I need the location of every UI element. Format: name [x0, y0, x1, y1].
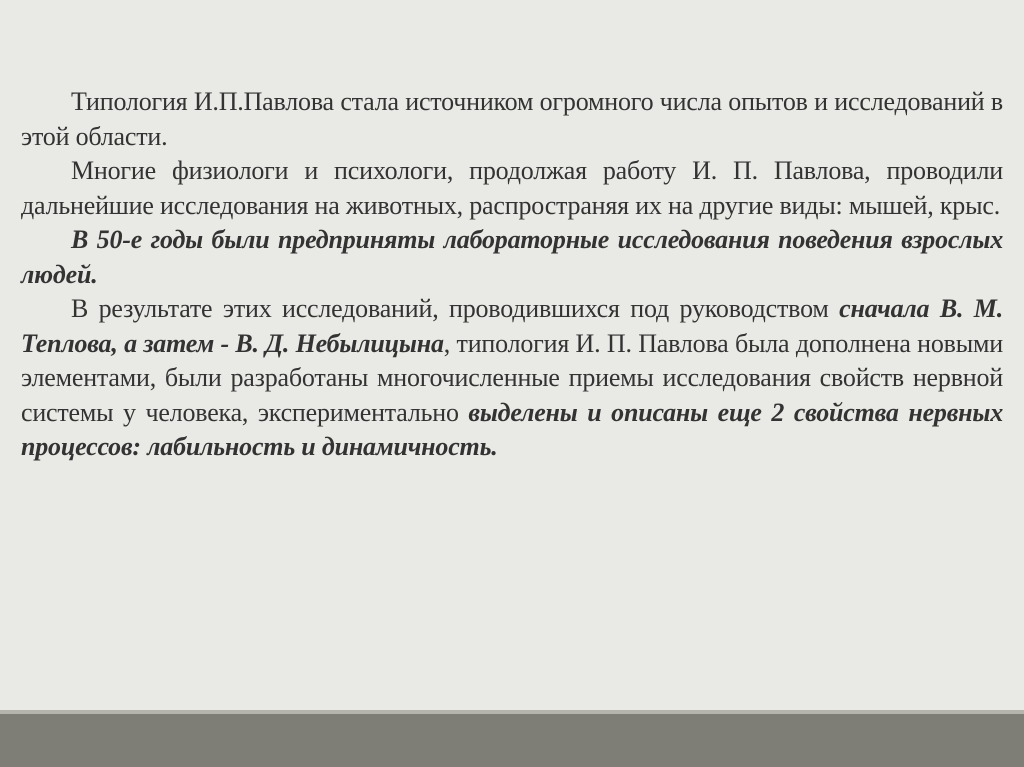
paragraph-4-text-start: В результате этих исследований, проводившихся под руководством: [71, 294, 840, 323]
paragraph-2: [21, 154, 1003, 223]
paragraph-2-text: Многие физиологи и психологи, продолжая работу И. П. Павлова, проводили дальнейшие исследования на животных, распространяя их на другие виды: мышей, крыс.: [21, 156, 1003, 220]
paragraph-4-researchers: сначала В. М. Теплова, а затем - В. Д. Небылицына: [21, 294, 1003, 358]
paragraph-3-emphasis: В 50-е годы были предприняты лабораторные исследования поведения взрослых людей.: [21, 225, 1003, 289]
slide-body-text: [21, 85, 1003, 465]
paragraph-1-text: Типология И.П.Павлова стала источником огромного числа опытов и исследований в этой области.: [21, 87, 1003, 151]
paragraph-4: [21, 292, 1003, 465]
footer-bar: [0, 714, 1024, 767]
paragraph-3: [21, 223, 1003, 292]
paragraph-4-properties: выделены и описаны еще 2 свойства нервных процессов: лабильность и динамичность.: [21, 397, 1003, 461]
paragraph-1: [21, 85, 1003, 154]
paragraph-4-text-middle: , типология И. П. Павлова была дополнена новыми элементами, были разработаны многочисленные приемы исследования свойств нервной системы у человека, экспериментально: [21, 328, 1003, 427]
